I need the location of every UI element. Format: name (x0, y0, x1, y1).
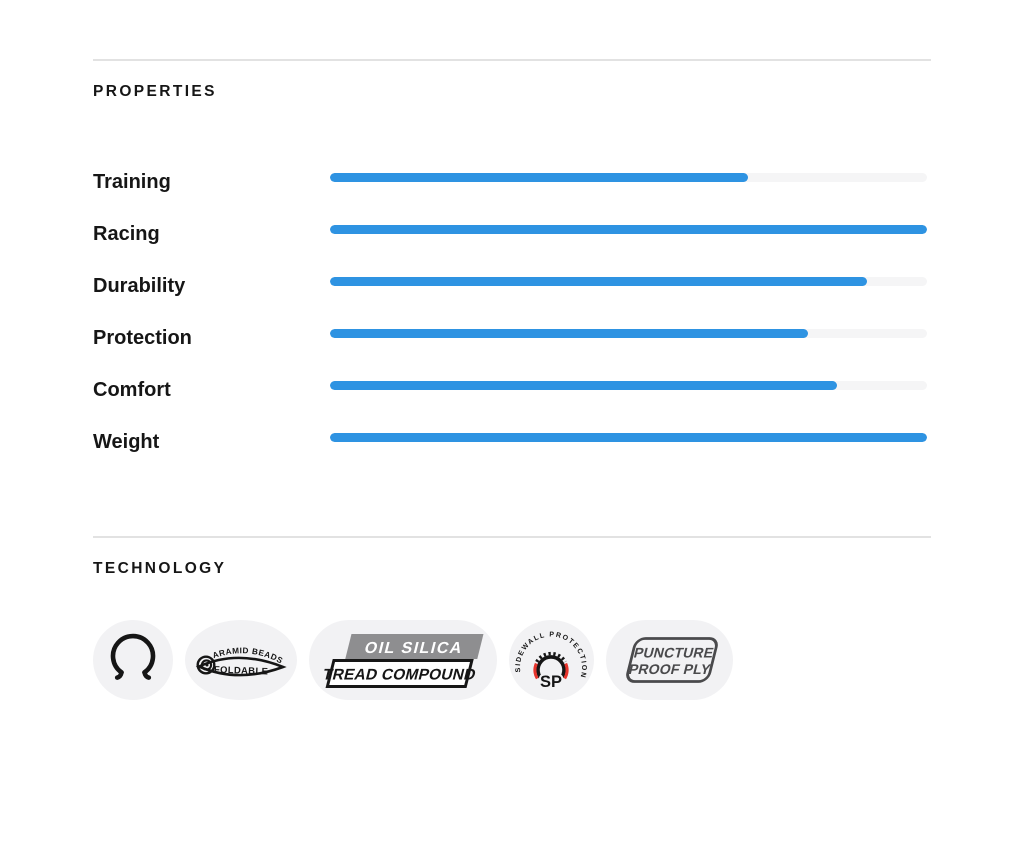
folding-ring-right-foot (145, 672, 149, 677)
foldable-text: FOLDABLE (213, 663, 269, 677)
technology-section-divider (93, 536, 931, 538)
oil-silica-text: OIL SILICA (362, 639, 466, 657)
aramid-beads-foldable-icon (185, 620, 297, 700)
technology-section-title: TECHNOLOGY (93, 560, 227, 577)
sidewall-protection-icon (509, 620, 594, 700)
property-row (93, 327, 931, 350)
property-bar-fill (330, 381, 837, 390)
folding-ring-arc (113, 636, 153, 672)
technology-badge-puncture-proof-ply (606, 620, 733, 700)
technology-badge-oil-silica (309, 620, 497, 700)
property-bar-track (330, 277, 927, 286)
property-bar-track (330, 381, 927, 390)
tread-compound-text: TREAD COMPOUND (320, 666, 478, 684)
property-row (93, 275, 931, 298)
puncture-text: PUNCTURE (631, 645, 716, 662)
properties-section-divider (93, 59, 931, 61)
property-row (93, 171, 931, 194)
property-label: Durability (93, 275, 186, 297)
property-label: Protection (93, 327, 192, 349)
oil-silica-tread-compound-icon (309, 620, 497, 700)
property-bar-fill (330, 173, 748, 182)
property-label: Training (93, 171, 171, 193)
technology-badges (93, 620, 931, 700)
property-row (93, 379, 931, 402)
properties-section-title: PROPERTIES (93, 83, 217, 100)
property-row (93, 223, 931, 246)
property-row (93, 431, 931, 454)
property-bar-fill (330, 433, 927, 442)
sidewall-protection-arc-text: SIDEWALL PROTECTION (514, 631, 588, 680)
technology-badge-sidewall-protection (509, 620, 594, 700)
product-details-section (93, 59, 931, 700)
property-bar-track (330, 433, 927, 442)
property-bar-fill (330, 277, 867, 286)
proof-ply-text: PROOF PLY (626, 662, 713, 678)
technology-badge-aramid-beads (185, 620, 297, 700)
property-label: Comfort (93, 379, 171, 401)
property-bar-track (330, 329, 927, 338)
property-bar-fill (330, 329, 808, 338)
property-bar-track (330, 173, 927, 182)
folding-ring-left-foot (117, 672, 121, 677)
technology-badge-folding-tire (93, 620, 173, 700)
sp-text: SP (539, 673, 563, 691)
property-label: Racing (93, 223, 160, 245)
puncture-proof-ply-icon (606, 620, 733, 700)
property-label: Weight (93, 431, 160, 453)
property-bar-track (330, 225, 927, 234)
properties-rows (93, 171, 931, 454)
aramid-beads-arc-text: ARAMID BEADS (211, 646, 285, 666)
folding-tire-icon (93, 620, 173, 700)
property-bar-fill (330, 225, 927, 234)
